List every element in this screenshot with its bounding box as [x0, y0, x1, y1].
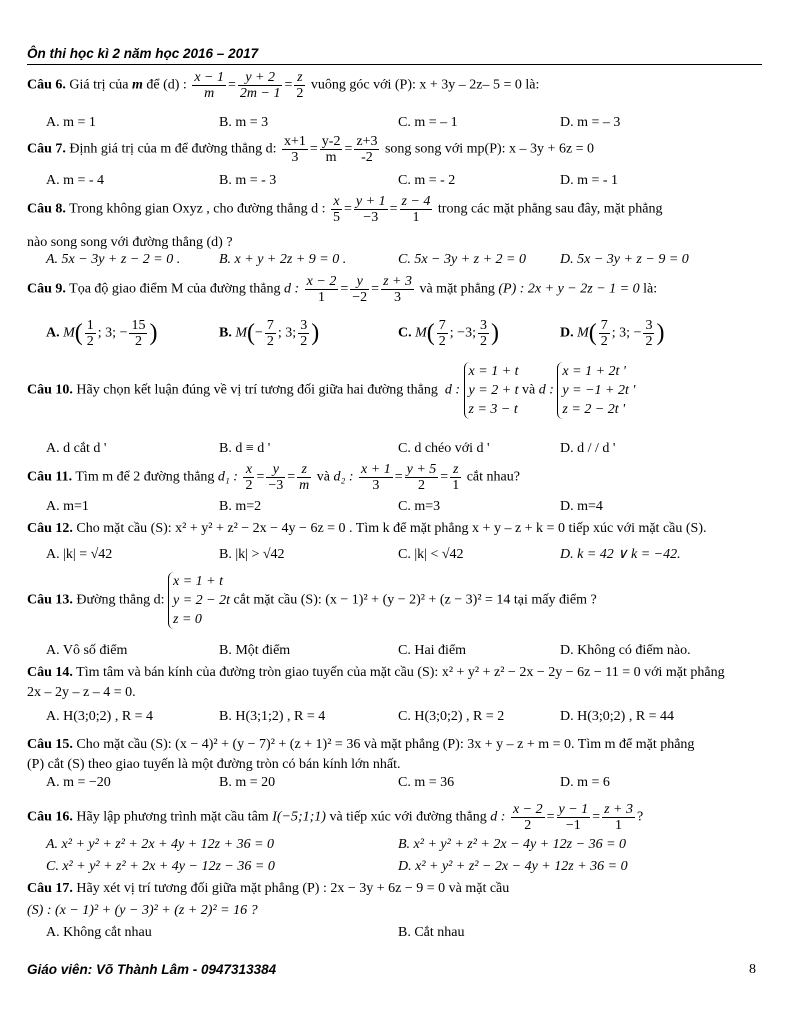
- option-c[interactable]: C. d chéo với d ': [398, 441, 490, 456]
- option-a[interactable]: A. m = −20: [46, 775, 111, 790]
- question-text: là:: [643, 281, 658, 297]
- question-7: Câu 7. Định giá trị của m để đường thẳng d: $\frac{x+1}{3}$ = $\frac{y-2}{m}$ = $\frac{z+3}{-2}$ song song với mp(P): x – 3y + 6z = 0: [27, 134, 595, 165]
- question-text: và: [316, 469, 330, 485]
- question-text: song song với mp(P): x – 3y + 6z = 0: [384, 141, 595, 157]
- question-8-line2: nào song song với đường thẳng (d) ?: [27, 235, 233, 250]
- option-b[interactable]: B. Một điểm: [219, 643, 291, 658]
- question-17-line2: (S) : (x − 1)² + (y − 3)² + (z + 2)² = 16 ?: [27, 903, 258, 918]
- fraction: $\frac{x+1}{3}$: [283, 134, 306, 165]
- question-9: Câu 9. Tọa độ giao điểm M của đường thẳng d : $\frac{x - 2}{1}$ = $\frac{y}{-2}$ = $\frac{z + 3}{3}$ và mặt phẳng (P) : 2x + y − 2z − 1 = 0 là:: [27, 274, 658, 305]
- option-d[interactable]: D. k = 42 ∨ k = −42.: [560, 547, 681, 562]
- option-b[interactable]: B. d ≡ d ': [219, 441, 271, 456]
- question-text: Cho mặt cầu (S): (x − 4)² + (y − 7)² + (z + 1)² = 36 và mặt phẳng (P): 3x + y – z + m = 0. Tìm m để mặt phẳng: [76, 737, 695, 752]
- question-8: Câu 8. Trong không gian Oxyz , cho đường thẳng d : $\frac{x}{5}$ = $\frac{y + 1}{-3}$ = $\frac{z - 4}{1}$ trong các mặt phẳng sau đây, mặt phẳng: [27, 194, 663, 225]
- option-c[interactable]: C. 5x − 3y + z + 2 = 0: [398, 252, 527, 267]
- question-label: Câu 12.: [27, 521, 73, 536]
- fraction: $\frac{z}{2}$: [296, 70, 304, 101]
- question-11: Câu 11. Tìm m để 2 đường thẳng d₁ : $\frac{x}{2}$ = $\frac{y}{-3}$ = $\frac{z}{m}$ và d₂ : $\frac{x + 1}{3}$ = $\frac{y + 5}{2}$ = $\frac{z}{1}$ cắt nhau?: [27, 462, 520, 493]
- question-label: Câu 17.: [27, 881, 73, 896]
- option-b[interactable]: B. |k| > √42: [219, 547, 285, 562]
- option-b[interactable]: B. x + y + 2z + 9 = 0 .: [219, 252, 347, 267]
- question-text: và mặt phẳng: [419, 281, 495, 297]
- fraction: $\frac{y + 1}{-3}$: [355, 194, 386, 225]
- question-text: Hãy lập phương trình mặt cầu tâm: [76, 809, 269, 825]
- question-text: và: [522, 382, 536, 398]
- question-16: Câu 16. Hãy lập phương trình mặt cầu tâm I(−5;1;1) và tiếp xúc với đường thẳng d : $\frac{x - 2}{2}$ = $\frac{y - 1}{-1}$ = $\frac{z + 3}{1}$ ?: [27, 802, 644, 833]
- option-a[interactable]: A. x² + y² + z² + 2x + 4y + 12z + 36 = 0: [46, 837, 275, 852]
- question-text: Hãy chọn kết luận đúng về vị trí tương đối giữa hai đường thẳng: [76, 382, 438, 398]
- option-a[interactable]: A. Không cắt nhau: [46, 925, 152, 940]
- option-a[interactable]: A. m = 1: [46, 115, 96, 130]
- line-label: d :: [284, 281, 300, 297]
- question-label: Câu 6.: [27, 77, 66, 93]
- option-a[interactable]: A. M( $\frac{1}{2}$ ; 3; − $\frac{15}{2}$ ): [46, 318, 158, 349]
- option-c[interactable]: C. M( $\frac{7}{2}$ ; −3; $\frac{3}{2}$ ): [398, 318, 499, 349]
- question-17: [27, 880, 509, 897]
- question-text: Hãy xét vị trí tương đối giữa mặt phẳng (P) : 2x − 3y + 6z − 9 = 0 và mặt cầu: [76, 881, 510, 896]
- question-text: để (d) :: [146, 77, 187, 93]
- question-label: Câu 9.: [27, 281, 66, 297]
- option-c[interactable]: C. m = – 1: [398, 115, 458, 130]
- option-d[interactable]: D. H(3;0;2) , R = 44: [560, 709, 675, 724]
- equation-system: x = 1 + t y = 2 − 2t z = 0: [168, 572, 230, 629]
- equation-system: x = 1 + 2t ' y = −1 + 2t ' z = 2 − 2t ': [557, 362, 635, 419]
- option-c[interactable]: C. m = - 2: [398, 173, 456, 188]
- question-12: [27, 520, 707, 537]
- option-c[interactable]: C. m = 36: [398, 775, 455, 790]
- fraction: $\frac{z+3}{-2}$: [356, 134, 378, 165]
- fraction: $\frac{x}{5}$: [333, 194, 341, 225]
- option-c[interactable]: C. |k| < √42: [398, 547, 464, 562]
- question-text: Tọa độ giao điểm M của đường thẳng: [69, 281, 281, 297]
- page-number: 8: [749, 962, 756, 977]
- question-label: Câu 13.: [27, 592, 73, 608]
- question-text: và tiếp xúc với đường thẳng: [329, 809, 487, 825]
- question-label: Câu 8.: [27, 201, 66, 217]
- option-a[interactable]: A. Vô số điểm: [46, 643, 128, 658]
- question-label: Câu 7.: [27, 141, 66, 157]
- option-d[interactable]: D. M( $\frac{7}{2}$ ; 3; − $\frac{3}{2}$ ): [560, 318, 665, 349]
- option-d[interactable]: D. 5x − 3y + z − 9 = 0: [560, 252, 689, 267]
- line-label: d₁ :: [217, 469, 238, 485]
- option-a[interactable]: A. m = - 4: [46, 173, 105, 188]
- line-label: d :: [444, 382, 461, 398]
- option-a[interactable]: A. m=1: [46, 499, 89, 514]
- question-text: Tìm m để 2 đường thẳng: [75, 469, 215, 485]
- question-text: Trong không gian Oxyz , cho đường thẳng d :: [69, 201, 326, 217]
- option-c[interactable]: C. x² + y² + z² + 2x + 4y − 12z − 36 = 0: [46, 859, 275, 874]
- sphere-center: I(−5;1;1): [272, 809, 326, 825]
- question-text: Cho mặt cầu (S): x² + y² + z² − 2x − 4y − 6z = 0 . Tìm k để mặt phẳng x + y – z + k = 0 tiếp xúc với mặt cầu (S).: [76, 521, 707, 536]
- option-b[interactable]: B. Cắt nhau: [398, 925, 465, 940]
- question-label: Câu 15.: [27, 737, 73, 752]
- fraction: $\frac{z - 4}{1}$: [401, 194, 431, 225]
- header-divider: [27, 64, 762, 65]
- option-d[interactable]: D. m=4: [560, 499, 603, 514]
- option-b[interactable]: B. x² + y² + z² + 2x − 4y + 12z − 36 = 0: [398, 837, 627, 852]
- option-d[interactable]: D. m = – 3: [560, 115, 621, 130]
- question-10: [27, 362, 635, 419]
- question-text: Đường thẳng d:: [76, 592, 165, 608]
- option-a[interactable]: A. H(3;0;2) , R = 4: [46, 709, 154, 724]
- question-14-line2: 2x – 2y – z – 4 = 0.: [27, 685, 136, 700]
- question-label: Câu 14.: [27, 665, 73, 680]
- option-b[interactable]: B. m=2: [219, 499, 262, 514]
- fraction: $\frac{z + 3}{3}$: [383, 274, 412, 305]
- question-text: vuông góc với (P): x + 3y – 2z– 5 = 0 là:: [310, 77, 540, 93]
- question-14: [27, 664, 725, 681]
- option-a[interactable]: A. |k| = √42: [46, 547, 113, 562]
- page-footer: Giáo viên: Võ Thành Lâm - 0947313384: [27, 962, 277, 977]
- question-text: Định giá trị của m để đường thẳng d:: [69, 141, 277, 157]
- question-label: Câu 10.: [27, 382, 73, 398]
- question-label: Câu 11.: [27, 469, 73, 485]
- question-label: Câu 16.: [27, 809, 73, 825]
- option-b[interactable]: B. H(3;1;2) , R = 4: [219, 709, 326, 724]
- question-text: cắt nhau?: [466, 469, 520, 485]
- fraction: $\frac{y}{-2}$: [352, 274, 368, 305]
- option-a[interactable]: A. 5x − 3y + z − 2 = 0 .: [46, 252, 181, 267]
- option-d[interactable]: D. m = - 1: [560, 173, 619, 188]
- fraction: $\frac{x - 2}{1}$: [306, 274, 337, 305]
- option-d[interactable]: D. x² + y² + z² − 2x − 4y + 12z + 36 = 0: [398, 859, 628, 874]
- option-b[interactable]: B. M(− $\frac{7}{2}$ ; 3; $\frac{3}{2}$ ): [219, 318, 320, 349]
- fraction: $\frac{x - 1}{m}$: [194, 70, 224, 101]
- option-c[interactable]: C. m=3: [398, 499, 441, 514]
- line-label: d :: [538, 382, 554, 398]
- question-6: Câu 6. Giá trị của m để (d) : $\frac{x - 1}{m}$ = $\frac{y + 2}{2m - 1}$ = $\frac{z}{2}$ vuông góc với (P): x + 3y – 2z– 5 = 0 là:: [27, 70, 540, 101]
- question-text: Tìm tâm và bán kính của đường tròn giao tuyến của mặt cầu (S): x² + y² + z² − 2x − 2y − 6z − 11 = 0 với mặt phẳng: [76, 665, 725, 680]
- question-text: Giá trị của: [69, 77, 129, 93]
- line-label: d :: [490, 809, 506, 825]
- option-c[interactable]: C. H(3;0;2) , R = 2: [398, 709, 505, 724]
- option-d[interactable]: D. m = 6: [560, 775, 610, 790]
- option-b[interactable]: B. m = 20: [219, 775, 276, 790]
- question-var: m: [132, 77, 143, 93]
- option-a[interactable]: A. d cắt d ': [46, 441, 107, 456]
- equation-system: x = 1 + t y = 2 + t z = 3 − t: [464, 362, 519, 419]
- fraction: $\frac{y-2}{m}$: [321, 134, 341, 165]
- plane-equation: (P) : 2x + y − 2z − 1 = 0: [498, 281, 640, 297]
- option-d[interactable]: D. d / / d ': [560, 441, 616, 456]
- question-text: cắt mặt cầu (S): (x − 1)² + (y − 2)² + (z − 3)² = 14 tại mấy điểm ?: [233, 592, 597, 608]
- question-text: trong các mặt phẳng sau đây, mặt phẳng: [437, 201, 663, 217]
- option-c[interactable]: C. Hai điểm: [398, 643, 467, 658]
- option-b[interactable]: B. m = - 3: [219, 173, 277, 188]
- question-15-line2: (P) cắt (S) theo giao tuyến là một đường tròn có bán kính lớn nhất.: [27, 757, 401, 772]
- question-13: [27, 572, 597, 629]
- question-15: [27, 736, 694, 753]
- option-b[interactable]: B. m = 3: [219, 115, 269, 130]
- line-label: d₂ :: [333, 469, 354, 485]
- option-d[interactable]: D. Không có điểm nào.: [560, 643, 691, 658]
- page-header: Ôn thi học kì 2 năm học 2016 – 2017: [27, 46, 259, 61]
- fraction: $\frac{y + 2}{2m - 1}$: [239, 70, 281, 101]
